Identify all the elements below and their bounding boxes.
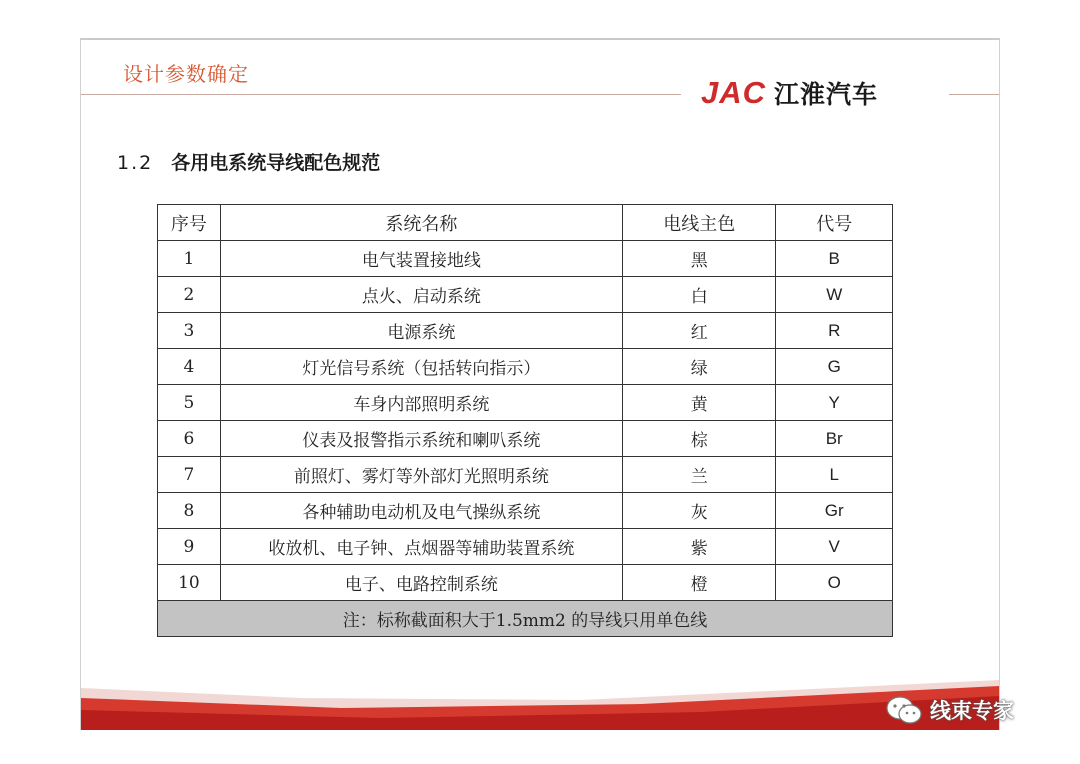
- header-no: 序号: [158, 205, 221, 241]
- table-row: [158, 529, 893, 565]
- logo-brand-cn: 江淮汽车: [774, 80, 879, 109]
- row-system-name: 仪表及报警指示系统和喇叭系统: [220, 421, 622, 457]
- table-row: [158, 493, 893, 529]
- row-wire-color: 黄: [623, 385, 776, 421]
- table-row: [158, 241, 893, 277]
- row-wire-color: 橙: [623, 565, 776, 601]
- jac-logo: [701, 77, 878, 109]
- slide: [80, 38, 1000, 730]
- header-code: 代号: [776, 205, 893, 241]
- table-row: [158, 313, 893, 349]
- row-wire-color: 红: [623, 313, 776, 349]
- row-code: R: [776, 313, 893, 349]
- row-wire-color: 灰: [623, 493, 776, 529]
- watermark-text: 线束专家: [930, 699, 1014, 723]
- row-system-name: 电气装置接地线: [220, 241, 622, 277]
- row-code: Gr: [776, 493, 893, 529]
- row-system-name: 各种辅助电动机及电气操纵系统: [220, 493, 622, 529]
- row-code: B: [776, 241, 893, 277]
- row-wire-color: 白: [623, 277, 776, 313]
- row-no: 3: [158, 313, 221, 349]
- table-row: [158, 421, 893, 457]
- table-header-row: [158, 205, 893, 241]
- row-system-name: 电源系统: [220, 313, 622, 349]
- row-no: 1: [158, 241, 221, 277]
- row-code: Y: [776, 385, 893, 421]
- section-heading: [117, 148, 380, 175]
- row-system-name: 收放机、电子钟、点烟器等辅助装置系统: [220, 529, 622, 565]
- row-code: V: [776, 529, 893, 565]
- table-row: [158, 457, 893, 493]
- wire-color-table: [157, 204, 893, 637]
- header-system-name: 系统名称: [220, 205, 622, 241]
- table-note-row: [158, 601, 893, 637]
- row-wire-color: 紫: [623, 529, 776, 565]
- bottom-red-band: [81, 680, 999, 730]
- row-wire-color: 绿: [623, 349, 776, 385]
- logo-brand: JAC: [701, 75, 767, 110]
- row-system-name: 电子、电路控制系统: [220, 565, 622, 601]
- row-no: 9: [158, 529, 221, 565]
- row-system-name: 前照灯、雾灯等外部灯光照明系统: [220, 457, 622, 493]
- row-no: 4: [158, 349, 221, 385]
- table-row: [158, 385, 893, 421]
- row-code: L: [776, 457, 893, 493]
- row-code: G: [776, 349, 893, 385]
- header-wire-color: 电线主色: [623, 205, 776, 241]
- slide-title: 设计参数确定: [123, 62, 249, 86]
- wechat-icon: [886, 695, 922, 725]
- watermark: [886, 695, 1014, 725]
- table-row: [158, 277, 893, 313]
- row-code: W: [776, 277, 893, 313]
- table-row: [158, 565, 893, 601]
- row-code: O: [776, 565, 893, 601]
- header-divider-left: [81, 94, 681, 95]
- row-system-name: 灯光信号系统（包括转向指示）: [220, 349, 622, 385]
- row-no: 6: [158, 421, 221, 457]
- row-system-name: 车身内部照明系统: [220, 385, 622, 421]
- row-system-name: 点火、启动系统: [220, 277, 622, 313]
- row-code: Br: [776, 421, 893, 457]
- table-note: 注：标称截面积大于1.5mm2 的导线只用单色线: [158, 601, 893, 637]
- row-no: 2: [158, 277, 221, 313]
- table-row: [158, 349, 893, 385]
- row-wire-color: 棕: [623, 421, 776, 457]
- row-wire-color: 黑: [623, 241, 776, 277]
- row-no: 10: [158, 565, 221, 601]
- row-wire-color: 兰: [623, 457, 776, 493]
- section-number: 1.2: [117, 152, 154, 174]
- section-title: 各用电系统导线配色规范: [171, 152, 381, 174]
- header-divider-right: [949, 94, 999, 95]
- row-no: 7: [158, 457, 221, 493]
- row-no: 5: [158, 385, 221, 421]
- row-no: 8: [158, 493, 221, 529]
